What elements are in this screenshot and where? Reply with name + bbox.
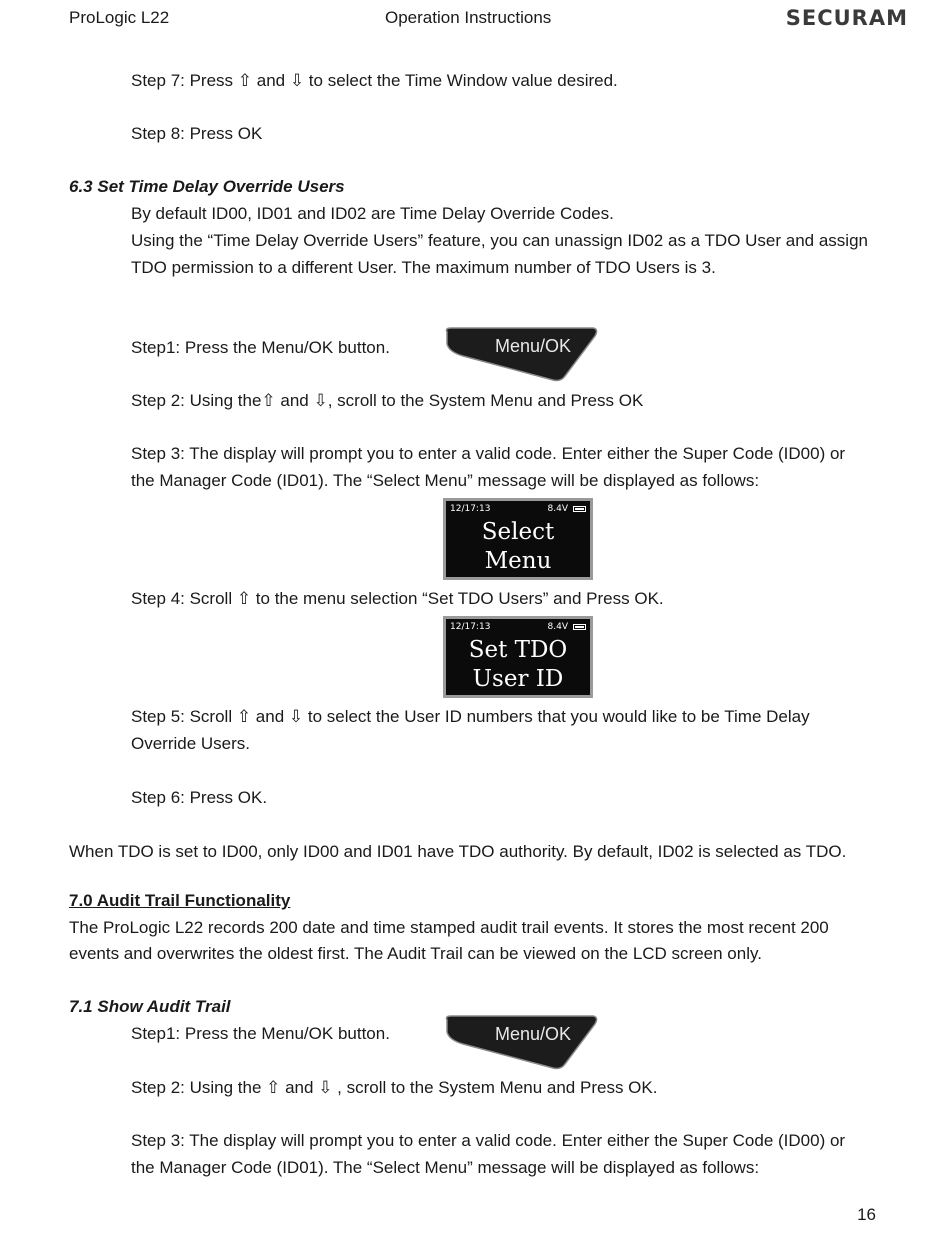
section-7-1-heading: 7.1 Show Audit Trail	[69, 997, 231, 1016]
header-product: ProLogic L22	[69, 8, 170, 27]
s63-para-2a: Using the “Time Delay Override Users” feature, you can unassign ID02 as a TDO User and assign	[131, 231, 868, 250]
section-6-3-heading: 6.3 Set Time Delay Override Users	[69, 177, 345, 196]
s63-step-6: Step 6: Press OK.	[131, 788, 268, 807]
page-number: 16	[857, 1205, 876, 1224]
s63-para-1: By default ID00, ID01 and ID02 are Time Delay Override Codes.	[131, 204, 614, 223]
battery-icon	[573, 624, 586, 630]
brand-logo: SECURAM	[785, 6, 908, 30]
s63-step-5a: Step 5: Scroll ⇧ and ⇩ to select the User ID numbers that you would like to be Time Delay	[131, 707, 810, 726]
battery-icon	[573, 506, 586, 512]
s63-step-2: Step 2: Using the⇧ and ⇩, scroll to the System Menu and Press OK	[131, 391, 644, 410]
step-8: Step 8: Press OK	[131, 124, 263, 143]
lcd-line-1: Select	[481, 519, 555, 545]
lcd-time: 12/17:13	[450, 504, 491, 514]
s63-step-1: Step1: Press the Menu/OK button.	[131, 338, 390, 357]
s63-para-2b: TDO permission to a different User. The maximum number of TDO Users is 3.	[131, 258, 716, 277]
lcd-time: 12/17:13	[450, 622, 491, 632]
s63-step-5b: Override Users.	[131, 734, 251, 753]
lcd-line-2: User ID	[472, 666, 564, 692]
menu-ok-key-image	[443, 1014, 599, 1070]
menu-ok-key-image	[443, 326, 599, 382]
menu-ok-key-label: Menu/OK	[494, 1024, 572, 1044]
lcd-voltage: 8.4V	[547, 622, 568, 632]
s63-step-4: Step 4: Scroll ⇧ to the menu selection “Set TDO Users” and Press OK.	[131, 589, 664, 608]
lcd-voltage: 8.4V	[547, 504, 568, 514]
tdo-note: When TDO is set to ID00, only ID00 and ID01 have TDO authority. By default, ID02 is selected as TDO.	[69, 842, 847, 861]
lcd-line-2: Menu	[484, 548, 552, 574]
s63-step-3b: the Manager Code (ID01). The “Select Menu” message will be displayed as follows:	[131, 471, 760, 490]
s71-step-3b: the Manager Code (ID01). The “Select Menu” message will be displayed as follows:	[131, 1158, 760, 1177]
s71-step-1: Step1: Press the Menu/OK button.	[131, 1024, 390, 1043]
s71-step-3a: Step 3: The display will prompt you to enter a valid code. Enter either the Super Code (ID00) or	[131, 1131, 846, 1150]
lcd-set-tdo-user-id	[443, 616, 593, 698]
lcd-select-menu	[443, 498, 593, 580]
lcd-line-1: Set TDO	[468, 637, 568, 663]
s63-step-3a: Step 3: The display will prompt you to enter a valid code. Enter either the Super Code (ID00) or	[131, 444, 846, 463]
s70-para-a: The ProLogic L22 records 200 date and time stamped audit trail events. It stores the most recent 200	[69, 918, 829, 937]
header-title: Operation Instructions	[385, 8, 552, 27]
step-7: Step 7: Press ⇧ and ⇩ to select the Time Window value desired.	[131, 71, 618, 90]
section-7-0-heading: 7.0 Audit Trail Functionality	[69, 891, 291, 910]
s71-step-2: Step 2: Using the ⇧ and ⇩ , scroll to the System Menu and Press OK.	[131, 1078, 658, 1097]
s70-para-b: events and overwrites the oldest first. The Audit Trail can be viewed on the LCD screen only.	[69, 944, 762, 963]
menu-ok-key-label: Menu/OK	[494, 336, 572, 356]
